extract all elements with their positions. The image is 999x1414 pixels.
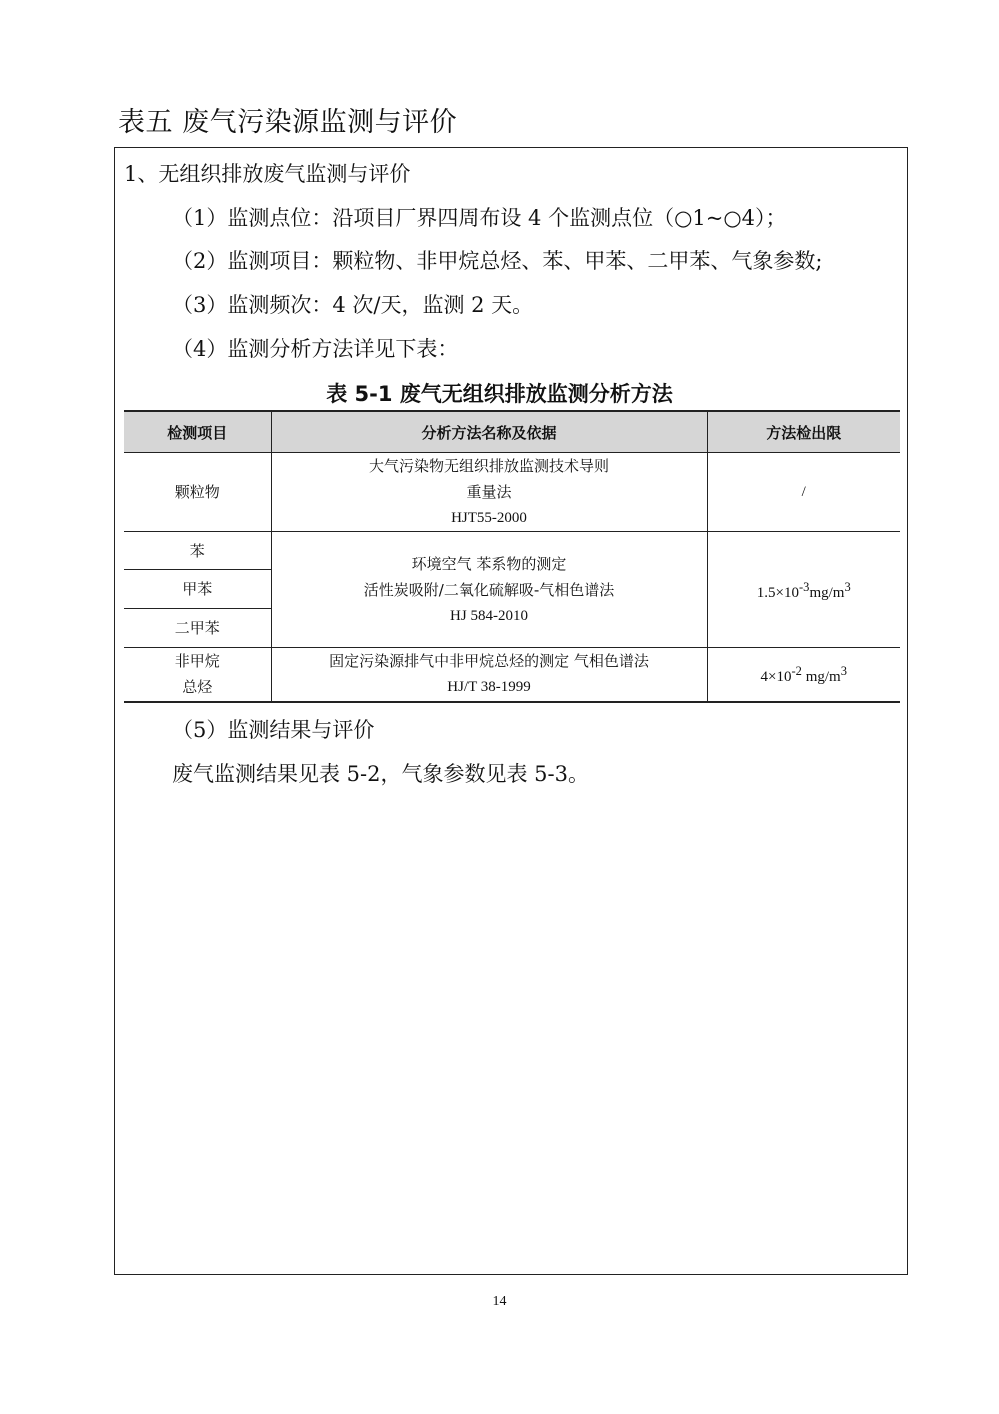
table-caption: 表 5-1 废气无组织排放监测分析方法 <box>326 382 673 406</box>
cell-method-nmhc <box>271 648 707 702</box>
cell-item-toluene: 甲苯 <box>124 570 271 609</box>
table-row <box>124 532 900 570</box>
method-line: 环境空气 苯系物的测定 <box>411 554 567 573</box>
table-header-row <box>124 411 900 453</box>
analysis-methods-table <box>124 410 900 703</box>
limit-unit: mg/m <box>809 584 845 601</box>
limit-exponent: -3 <box>799 579 810 594</box>
header-item: 检测项目 <box>124 411 271 453</box>
cell-limit-nmhc <box>707 648 900 702</box>
method-line: 重量法 <box>466 483 512 501</box>
cell-method-particulate <box>271 453 707 532</box>
cell-limit-particulate: / <box>707 453 900 532</box>
item-line: 非甲烷 <box>174 652 220 671</box>
item-analysis-methods: （4）监测分析方法详见下表： <box>172 337 459 361</box>
item-monitoring-points: （1）监测点位：沿项目厂界四周布设 4 个监测点位（○1~○4）； <box>172 206 787 230</box>
cell-limit-benzene-series <box>707 532 900 648</box>
header-method: 分析方法名称及依据 <box>271 411 707 453</box>
table-row <box>124 648 900 702</box>
method-line: 固定污染源排气中非甲烷总烃的测定 气相色谱法 <box>329 652 649 671</box>
limit-base: 4×10 <box>760 669 792 686</box>
item-line: 总烃 <box>182 678 213 697</box>
header-limit: 方法检出限 <box>707 411 900 453</box>
cell-item-xylene: 二甲苯 <box>124 609 271 648</box>
cell-method-benzene-series <box>271 532 707 648</box>
results-text: 废气监测结果见表 5-2，气象参数见表 5-3。 <box>172 762 589 786</box>
limit-unit-exponent: 3 <box>844 579 851 594</box>
cell-item-particulate: 颗粒物 <box>124 453 271 532</box>
table-row <box>124 453 900 532</box>
method-standard: HJT55-2000 <box>451 510 527 526</box>
method-line: 大气污染物无组织排放监测技术导则 <box>368 457 609 475</box>
page-title: 表五 废气污染源监测与评价 <box>118 107 458 138</box>
limit-unit: mg/m <box>801 669 841 686</box>
method-standard: HJ 584-2010 <box>450 607 528 624</box>
limit-base: 1.5×10 <box>756 584 800 601</box>
item-monitoring-items: （2）监测项目：颗粒物、非甲烷总烃、苯、甲苯、二甲苯、气象参数; <box>172 249 823 273</box>
limit-exponent: -2 <box>791 664 802 679</box>
limit-unit-exponent: 3 <box>840 664 847 679</box>
cell-item-nmhc <box>124 648 271 702</box>
page-number: 14 <box>492 1294 507 1309</box>
item-results-evaluation: （5）监测结果与评价 <box>172 718 375 742</box>
section-heading: 1、无组织排放废气监测与评价 <box>124 162 411 186</box>
method-standard: HJ/T 38-1999 <box>447 679 531 696</box>
method-line: 活性炭吸附/二氧化硫解吸-气相色谱法 <box>363 580 615 599</box>
item-monitoring-frequency: （3）监测频次：4 次/天，监测 2 天。 <box>172 293 534 317</box>
cell-item-benzene: 苯 <box>124 532 271 570</box>
